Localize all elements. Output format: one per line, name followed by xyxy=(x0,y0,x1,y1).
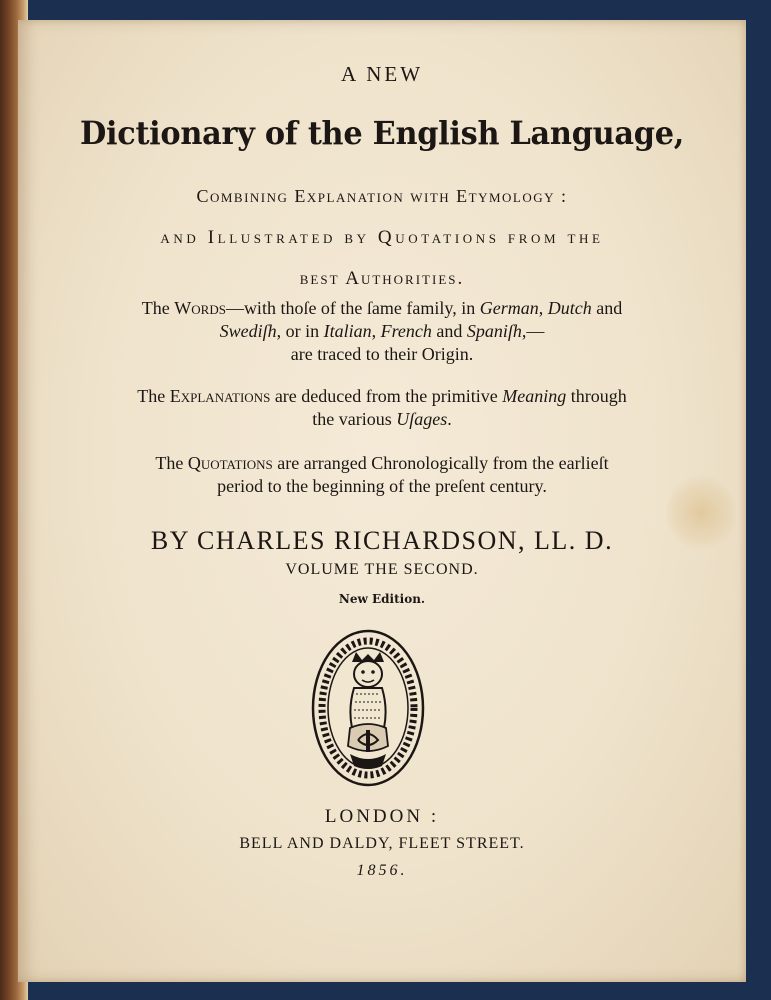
quotations-paragraph-line-2: period to the beginning of the preſent century. xyxy=(217,476,547,496)
italic-language: Spaniſh xyxy=(466,321,522,341)
author-line: BY CHARLES RICHARDSON, LL. D. xyxy=(150,526,614,555)
text-run: ,— xyxy=(521,321,545,341)
text-run: and xyxy=(591,298,623,318)
italic-language: French xyxy=(380,321,432,341)
italic-language: Swediſh xyxy=(219,321,277,341)
italic-language: German xyxy=(479,298,539,318)
printer-device-emblem xyxy=(310,628,426,788)
book-title xyxy=(18,108,746,165)
small-caps-term: Words xyxy=(174,298,226,318)
imprint-publisher: BELL AND DALDY, FLEET STREET. xyxy=(239,835,525,852)
text-run: —with thoſe of the ſame family, in xyxy=(225,298,480,318)
words-paragraph-line-1 xyxy=(18,298,746,319)
text-run: and xyxy=(431,321,467,341)
text-run: . xyxy=(447,409,452,429)
italic-term: Meaning xyxy=(502,386,567,406)
small-caps-term: Explanations xyxy=(169,386,271,406)
text-run: The xyxy=(141,298,175,318)
subtitle-line-2: and Illustrated by Quotations from the xyxy=(160,227,604,248)
subtitle-line-1: Combining Explanation with Etymology : xyxy=(196,186,568,206)
italic-language: Dutch xyxy=(547,298,592,318)
text-run: , xyxy=(538,298,548,318)
title-page xyxy=(18,20,746,982)
small-caps-term: Quotations xyxy=(187,453,273,473)
italic-term: Uſages xyxy=(396,409,448,429)
imprint-place: LONDON : xyxy=(324,806,440,827)
book-title-text: Dictionary of the English Language, xyxy=(80,114,684,152)
explanations-paragraph-line-1 xyxy=(18,386,746,407)
italic-language: Italian xyxy=(323,321,372,341)
edition-line: New Edition. xyxy=(338,592,426,606)
volume-line: VOLUME THE SECOND. xyxy=(285,561,479,578)
text-run: are deduced from the primitive xyxy=(270,386,503,406)
text-run: are arranged Chronologically from the earlieſt xyxy=(272,453,609,473)
words-paragraph-line-3: are traced to their Origin. xyxy=(290,344,474,364)
text-run: the various xyxy=(312,409,397,429)
subtitle-line-3: best Authorities. xyxy=(299,268,465,289)
text-run: , or in xyxy=(276,321,324,341)
text-run: The xyxy=(137,386,170,406)
text-run: through xyxy=(566,386,627,406)
text-run: , xyxy=(371,321,381,341)
quotations-paragraph-line-1 xyxy=(18,453,746,474)
book-title-blackletter xyxy=(18,108,746,158)
explanations-paragraph-line-2 xyxy=(18,409,746,430)
words-paragraph-line-2 xyxy=(18,321,746,342)
imprint-year: 1856. xyxy=(356,862,408,879)
title-prefix: A NEW xyxy=(340,62,424,86)
text-run: The xyxy=(155,453,188,473)
